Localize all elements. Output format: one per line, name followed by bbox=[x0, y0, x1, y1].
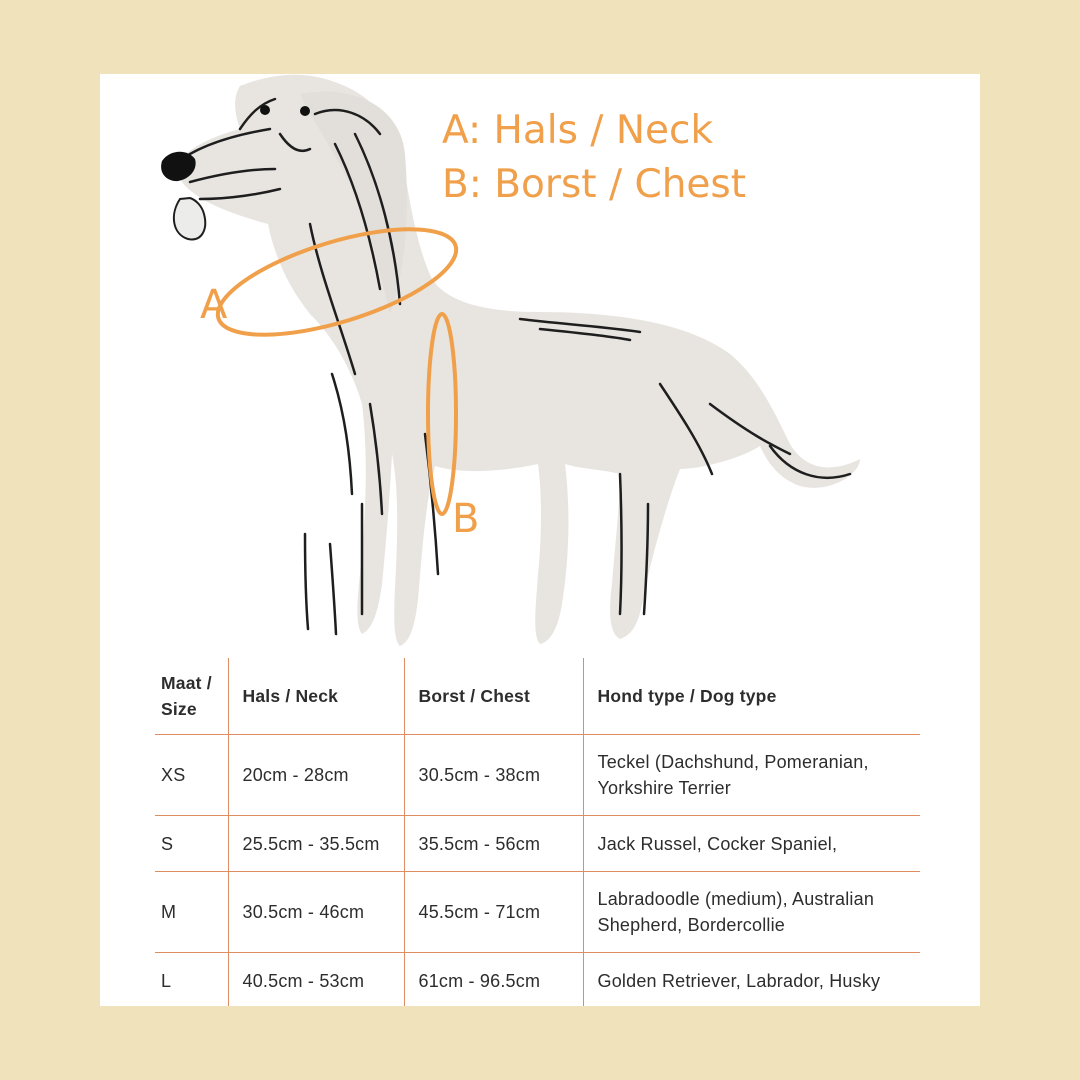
measurement-legend bbox=[442, 104, 746, 212]
cell-size: M bbox=[155, 872, 228, 953]
cell-size: L bbox=[155, 953, 228, 1007]
cell-dog-type: Labradoodle (medium), Australian Shepherd, Bordercollie bbox=[583, 872, 920, 953]
dog-eye-left bbox=[260, 105, 270, 115]
marker-a: A bbox=[200, 282, 228, 328]
cell-chest: 35.5cm - 56cm bbox=[404, 816, 583, 872]
size-table bbox=[155, 658, 920, 1006]
table-row bbox=[155, 953, 920, 1007]
cell-chest: 61cm - 96.5cm bbox=[404, 953, 583, 1007]
cell-dog-type: Teckel (Dachshund, Pomeranian, Yorkshire Terrier bbox=[583, 735, 920, 816]
size-table-wrapper bbox=[155, 658, 920, 1006]
cell-dog-type: Jack Russel, Cocker Spaniel, bbox=[583, 816, 920, 872]
header-size: Maat / Size bbox=[161, 673, 212, 719]
dog-tongue bbox=[174, 198, 205, 239]
cell-size: S bbox=[155, 816, 228, 872]
header-dog-type: Hond type / Dog type bbox=[583, 658, 920, 735]
cell-neck: 20cm - 28cm bbox=[228, 735, 404, 816]
header-neck: Hals / Neck bbox=[228, 658, 404, 735]
cell-size: XS bbox=[155, 735, 228, 816]
cell-neck: 40.5cm - 53cm bbox=[228, 953, 404, 1007]
legend-chest: B: Borst / Chest bbox=[442, 162, 747, 207]
table-row bbox=[155, 872, 920, 953]
cell-neck: 25.5cm - 35.5cm bbox=[228, 816, 404, 872]
dog-eye-right bbox=[300, 106, 310, 116]
cell-dog-type: Golden Retriever, Labrador, Husky bbox=[583, 953, 920, 1007]
table-row bbox=[155, 816, 920, 872]
cell-chest: 45.5cm - 71cm bbox=[404, 872, 583, 953]
legend-neck: A: Hals / Neck bbox=[442, 108, 714, 153]
marker-b: B bbox=[452, 496, 480, 542]
table-row bbox=[155, 735, 920, 816]
cell-neck: 30.5cm - 46cm bbox=[228, 872, 404, 953]
table-header-row bbox=[155, 658, 920, 735]
header-chest: Borst / Chest bbox=[404, 658, 583, 735]
cell-chest: 30.5cm - 38cm bbox=[404, 735, 583, 816]
size-chart-card bbox=[100, 74, 980, 1006]
